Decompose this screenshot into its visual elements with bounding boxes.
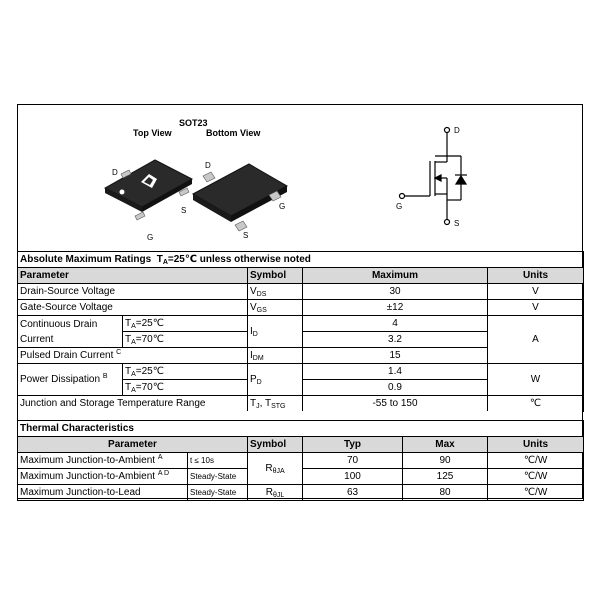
table-row: Junction and Storage Temperature Range $T_J$, $T_{STG}$ -55 to 150 ℃ (18, 396, 584, 412)
table-row: Power Dissipation $^B$ $T_A=25℃$ $P_D$ 1.4 W (18, 364, 584, 380)
therm-header-max: Max (403, 437, 488, 453)
top-pin-g: G (147, 233, 154, 242)
bottom-pin-s: S (243, 231, 249, 240)
top-view-label: Top View (133, 128, 172, 138)
bottom-view-package (193, 164, 287, 231)
table-row: $T_A=70℃$ 3.2 (18, 332, 584, 348)
table-row: Maximum Junction-to-Ambient $^{A D}$ Steady-State 100 125 ℃/W (18, 469, 584, 485)
abs-header-parameter: Parameter (18, 268, 248, 284)
top-pin-d: D (112, 168, 118, 177)
mosfet-schematic (400, 128, 468, 225)
package-illustration (17, 104, 583, 251)
thermal-title: Thermal Characteristics (18, 421, 584, 437)
therm-header-symbol: Symbol (248, 437, 303, 453)
table-row: $T_A=70℃$ 0.9 (18, 380, 584, 396)
schematic-gate-label: G (396, 202, 403, 211)
sot23-drawing (17, 104, 583, 251)
bottom-pin-d: D (205, 161, 211, 170)
therm-header-parameter: Parameter (18, 437, 248, 453)
table-row: Drain-Source Voltage $V_{DS}$ 30 V (18, 284, 584, 300)
top-pin-s: S (181, 206, 187, 215)
bottom-view-label: Bottom View (206, 128, 261, 138)
schematic-drain-label: D (454, 126, 460, 135)
abs-header-units: Units (488, 268, 584, 284)
table-row: Continuous Drain Current $T_A=25℃$ $I_D$ 4 A (18, 316, 584, 332)
table-row: Pulsed Drain Current $^C$ $I_{DM}$ 15 (18, 348, 584, 364)
schematic-source-label: S (454, 219, 460, 228)
therm-header-typ: Typ (303, 437, 403, 453)
top-view-package (105, 160, 192, 220)
bottom-pin-g: G (279, 202, 286, 211)
package-name: SOT23 (179, 118, 208, 128)
abs-header-symbol: Symbol (248, 268, 303, 284)
table-row: Maximum Junction-to-Ambient $^A$ t ≤ 10s $R_{\theta JA}$ 70 90 ℃/W (18, 453, 584, 469)
table-row: Maximum Junction-to-Lead Steady-State $R_{\theta JL}$ 63 80 ℃/W (18, 485, 584, 501)
thermal-characteristics-table (17, 420, 584, 501)
abs-header-maximum: Maximum (303, 268, 488, 284)
absolute-maximum-ratings-table (17, 251, 584, 412)
therm-header-units: Units (488, 437, 584, 453)
table-row: Gate-Source Voltage $V_{GS}$ ±12 V (18, 300, 584, 316)
table-gap (17, 411, 583, 420)
abs-max-title: Absolute Maximum Ratings $T_A=25℃$ unless otherwise noted (18, 252, 584, 268)
